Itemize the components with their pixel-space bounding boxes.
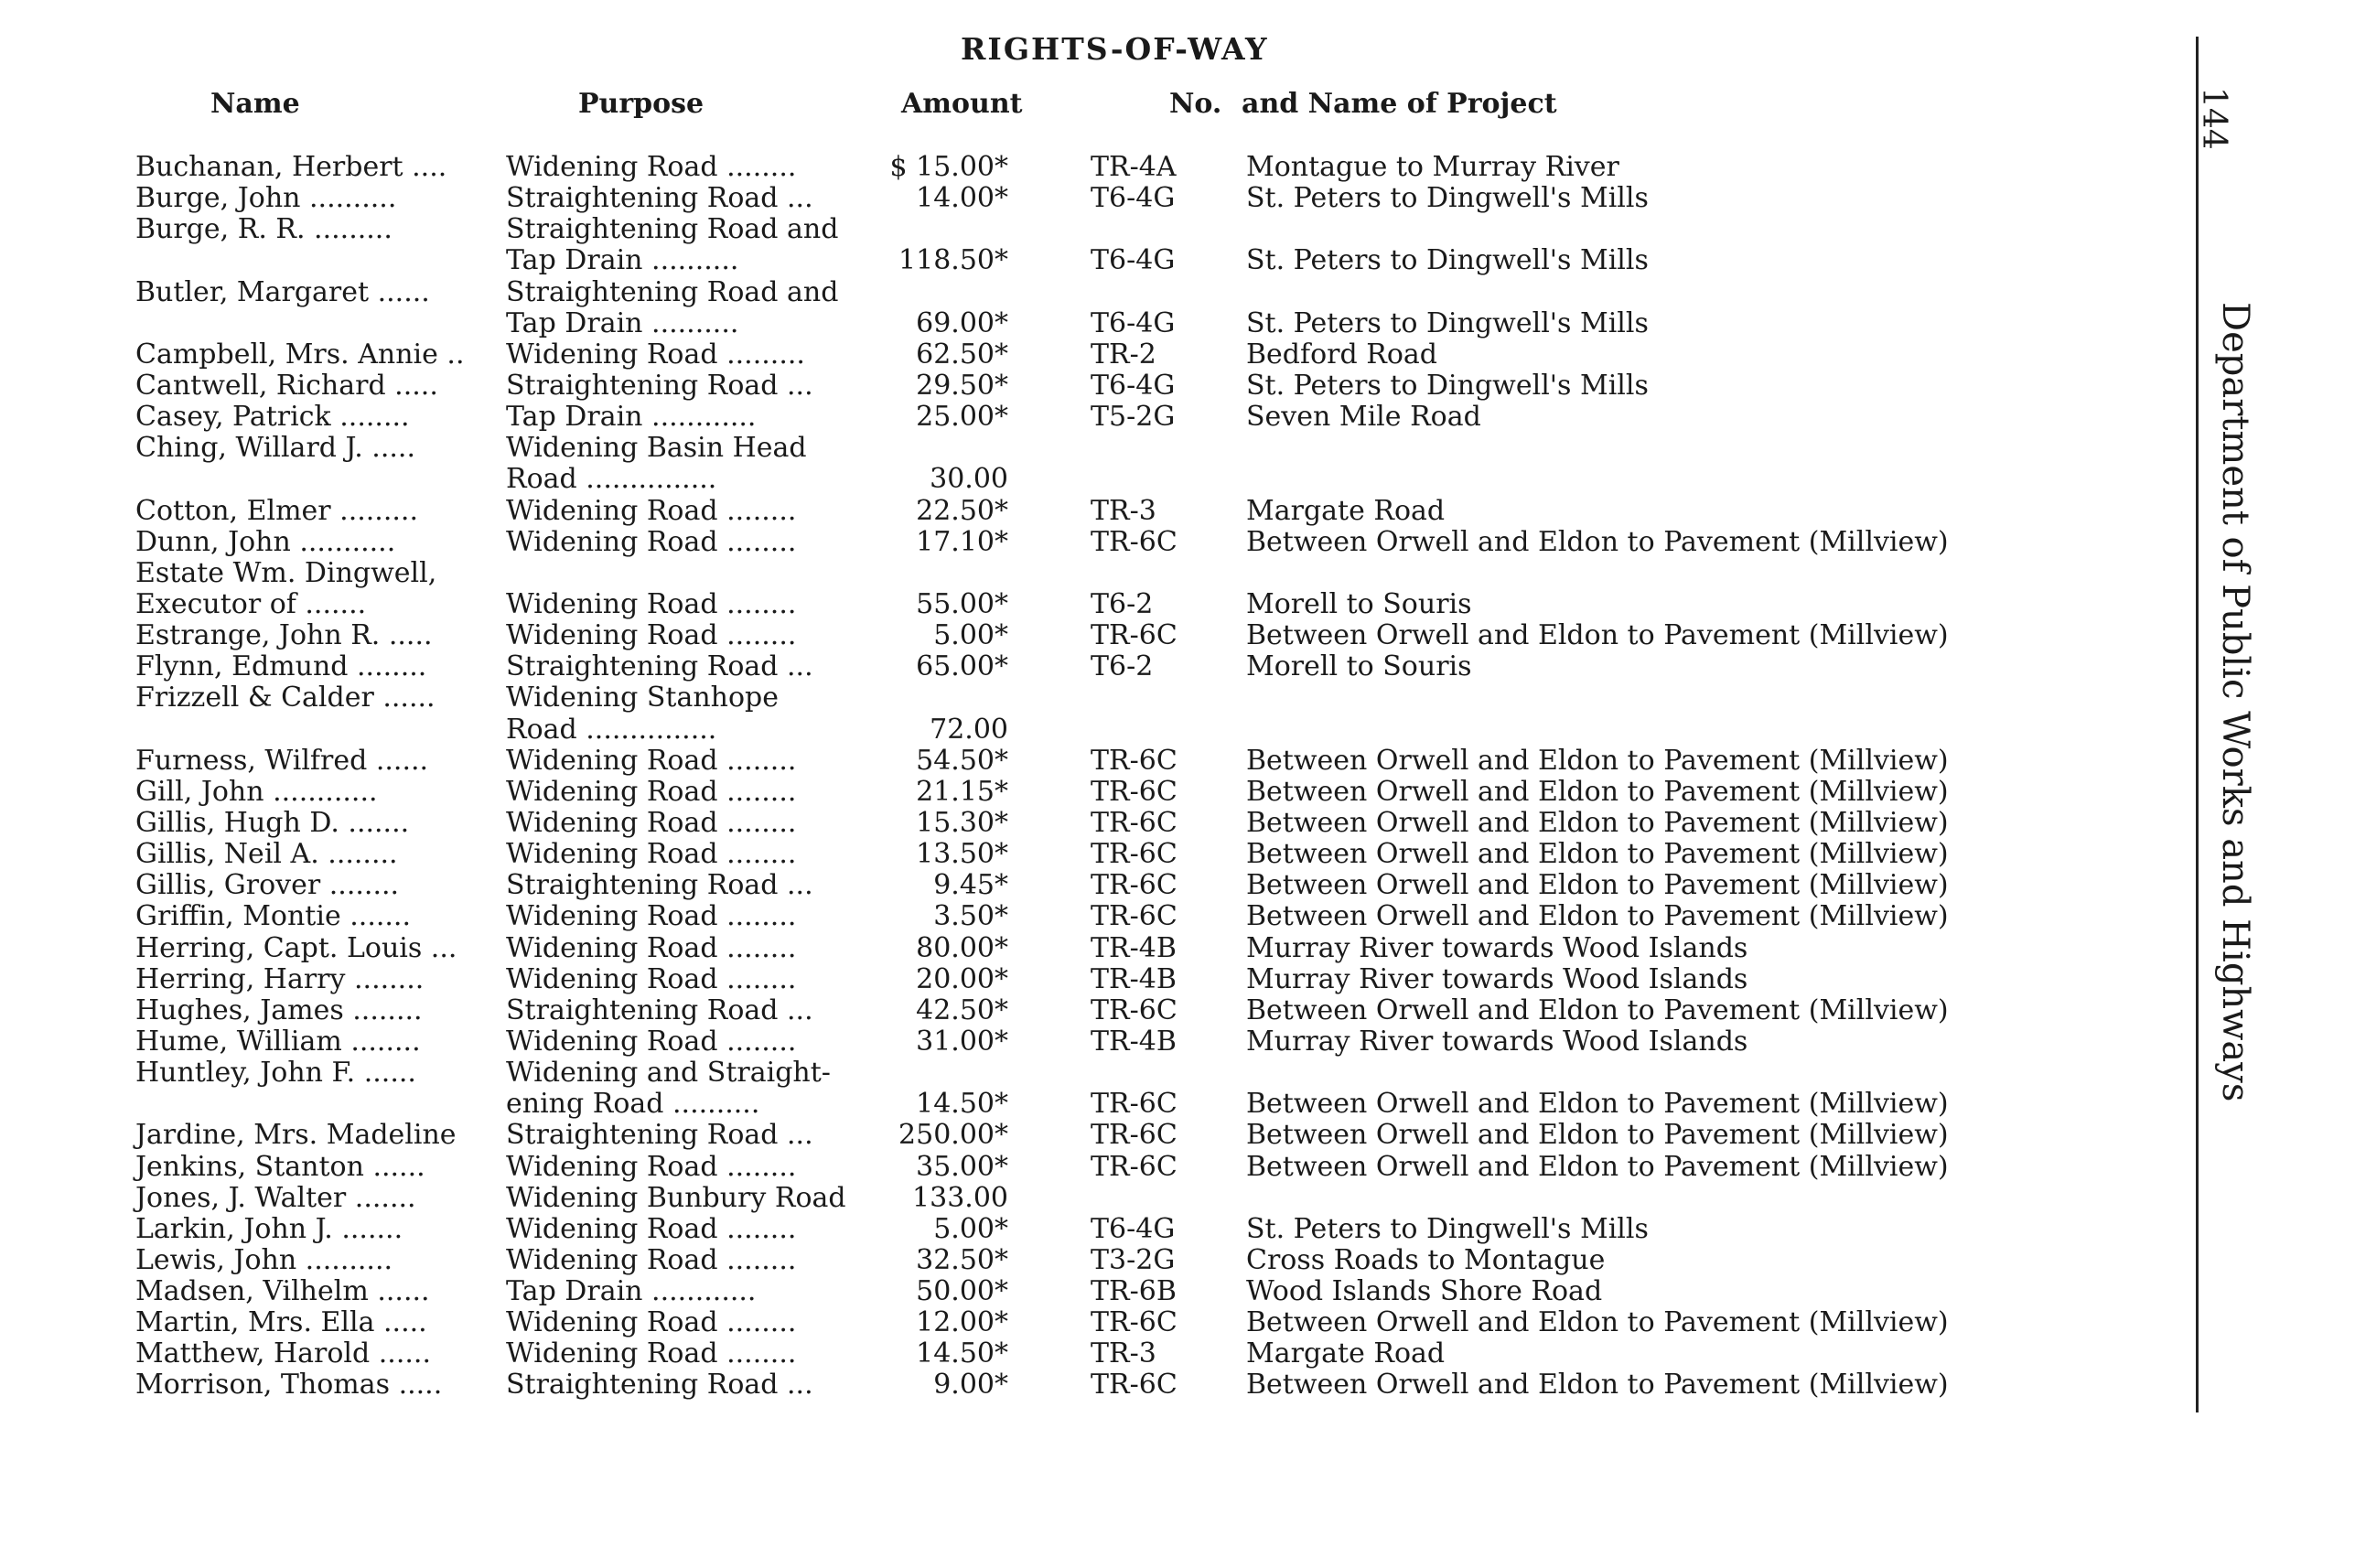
cell-amount: 72.00 — [930, 713, 1008, 746]
cell-project-name: Cross Roads to Montague — [1246, 1243, 1606, 1276]
cell-amount: 50.00* — [916, 1275, 1008, 1308]
cell-amount: 55.00* — [916, 587, 1008, 620]
cell-purpose: Widening Road ........ — [506, 838, 797, 871]
cell-project-number: TR-4B — [1091, 962, 1177, 995]
cell-name: Herring, Harry ........ — [135, 962, 425, 995]
cell-name: Executor of ....... — [135, 587, 367, 620]
cell-project-number: TR-2 — [1091, 338, 1156, 371]
cell-project-name: St. Peters to Dingwell's Mills — [1246, 369, 1649, 402]
cell-amount: 14.00* — [916, 182, 1008, 215]
cell-project-number: TR-6C — [1091, 525, 1178, 558]
cell-purpose: Tap Drain .......... — [506, 244, 739, 277]
table-row — [0, 308, 2104, 339]
cell-name: Burge, John .......... — [135, 182, 397, 215]
cell-amount: 22.50* — [916, 494, 1008, 527]
cell-project-name: Between Orwell and Eldon to Pavement (Millview) — [1246, 1088, 1949, 1121]
cell-project-number: TR-4A — [1091, 151, 1177, 183]
cell-purpose: Road ............... — [506, 713, 717, 746]
cell-purpose: ening Road .......... — [506, 1088, 760, 1121]
cell-purpose: Widening Basin Head — [506, 432, 807, 465]
cell-project-name: Margate Road — [1246, 494, 1446, 527]
cell-name: Buchanan, Herbert .... — [135, 151, 447, 183]
cell-amount: 133.00 — [912, 1181, 1008, 1214]
cell-name: Frizzell & Calder ...... — [135, 682, 436, 714]
table-row — [0, 964, 2104, 995]
cell-amount: 35.00* — [916, 1150, 1008, 1183]
cell-name: Jenkins, Stanton ...... — [135, 1150, 425, 1183]
cell-amount: 15.30* — [916, 806, 1008, 839]
cell-amount: 29.50* — [916, 369, 1008, 402]
cell-project-number: TR-6C — [1091, 806, 1178, 839]
table-row — [0, 839, 2104, 870]
table-row — [0, 1026, 2104, 1058]
cell-amount: 3.50* — [933, 900, 1008, 933]
cell-name: Madsen, Vilhelm ...... — [135, 1275, 430, 1308]
table-row — [0, 1369, 2104, 1401]
cell-purpose: Widening and Straight- — [506, 1057, 831, 1090]
column-header-amount: Amount — [901, 88, 1023, 120]
table-row — [0, 620, 2104, 651]
cell-amount: 13.50* — [916, 838, 1008, 871]
cell-project-number: TR-6C — [1091, 1119, 1178, 1152]
column-header-purpose: Purpose — [578, 88, 704, 120]
table-row — [0, 152, 2104, 183]
table-row — [0, 558, 2104, 589]
table-row — [0, 870, 2104, 901]
cell-purpose: Widening Road ........ — [506, 619, 797, 652]
cell-purpose: Tap Drain .......... — [506, 306, 739, 339]
cell-purpose: Straightening Road and — [506, 213, 839, 246]
cell-project-number: TR-6C — [1091, 993, 1178, 1026]
cell-amount: 250.00* — [898, 1119, 1008, 1152]
cell-project-number: TR-6C — [1091, 1150, 1178, 1183]
column-header-no: No. — [1169, 88, 1222, 120]
column-header-project: and Name of Project — [1242, 88, 1557, 120]
cell-project-number: T6-2 — [1091, 587, 1154, 620]
cell-amount: 118.50* — [898, 244, 1008, 277]
cell-name: Hughes, James ........ — [135, 993, 423, 1026]
cell-amount: 20.00* — [916, 962, 1008, 995]
cell-purpose: Widening Road ........ — [506, 494, 797, 527]
table-row — [0, 777, 2104, 808]
table-row — [0, 1307, 2104, 1338]
table-row — [0, 1338, 2104, 1369]
cell-name: Hume, William ........ — [135, 1025, 421, 1058]
cell-purpose: Straightening Road ... — [506, 182, 813, 215]
cell-name: Campbell, Mrs. Annie .. — [135, 338, 465, 371]
cell-project-name: Between Orwell and Eldon to Pavement (Millview) — [1246, 775, 1949, 808]
cell-project-number: T6-4G — [1091, 182, 1176, 215]
cell-name: Dunn, John ........... — [135, 525, 396, 558]
cell-purpose: Straightening Road ... — [506, 993, 813, 1026]
cell-project-number: TR-6C — [1091, 775, 1178, 808]
cell-project-name: Between Orwell and Eldon to Pavement (Millview) — [1246, 1306, 1949, 1339]
table-row — [0, 714, 2104, 746]
cell-name: Gill, John ............ — [135, 775, 378, 808]
cell-amount: 25.00* — [916, 401, 1008, 434]
cell-purpose: Tap Drain ............ — [506, 401, 757, 434]
cell-amount: 31.00* — [916, 1025, 1008, 1058]
cell-amount: 30.00 — [930, 463, 1008, 496]
cell-project-number: T6-4G — [1091, 306, 1176, 339]
table-row — [0, 402, 2104, 433]
cell-project-number: TR-6C — [1091, 1306, 1178, 1339]
cell-purpose: Widening Road ........ — [506, 1337, 797, 1370]
table-row — [0, 1183, 2104, 1214]
cell-project-name: Margate Road — [1246, 1337, 1446, 1370]
cell-project-number: TR-6C — [1091, 1088, 1178, 1121]
cell-name: Lewis, John .......... — [135, 1243, 393, 1276]
cell-purpose: Widening Road ........ — [506, 931, 797, 964]
cell-project-name: Wood Islands Shore Road — [1246, 1275, 1603, 1308]
cell-project-number: TR-6C — [1091, 1369, 1178, 1402]
cell-project-name: St. Peters to Dingwell's Mills — [1246, 244, 1649, 277]
table-row — [0, 1245, 2104, 1276]
cell-project-name: Between Orwell and Eldon to Pavement (Millview) — [1246, 744, 1949, 777]
cell-purpose: Widening Road ........ — [506, 525, 797, 558]
column-header-name: Name — [210, 88, 300, 120]
cell-amount: 32.50* — [916, 1243, 1008, 1276]
cell-amount: 62.50* — [916, 338, 1008, 371]
table-row — [0, 214, 2104, 245]
cell-name: Jones, J. Walter ....... — [135, 1181, 416, 1214]
table-row — [0, 933, 2104, 964]
cell-purpose: Straightening Road ... — [506, 369, 813, 402]
cell-project-number: T6-4G — [1091, 244, 1176, 277]
cell-amount: 5.00* — [933, 1212, 1008, 1245]
cell-name: Ching, Willard J. ..... — [135, 432, 415, 465]
table-row — [0, 339, 2104, 371]
cell-project-number: T6-4G — [1091, 369, 1176, 402]
cell-project-number: TR-6C — [1091, 838, 1178, 871]
cell-purpose: Widening Road ......... — [506, 338, 805, 371]
cell-project-name: Murray River towards Wood Islands — [1246, 1025, 1748, 1058]
cell-amount: 5.00* — [933, 619, 1008, 652]
cell-project-name: Seven Mile Road — [1246, 401, 1481, 434]
table-row — [0, 1152, 2104, 1183]
cell-purpose: Road ............... — [506, 463, 717, 496]
cell-project-name: Between Orwell and Eldon to Pavement (Millview) — [1246, 869, 1949, 902]
cell-project-number: TR-6C — [1091, 869, 1178, 902]
cell-name: Butler, Margaret ...... — [135, 275, 430, 308]
cell-amount: 80.00* — [916, 931, 1008, 964]
cell-purpose: Widening Road ........ — [506, 806, 797, 839]
page-title: RIGHTS-OF-WAY — [961, 31, 1269, 67]
cell-purpose: Widening Road ........ — [506, 775, 797, 808]
cell-name: Cantwell, Richard ..... — [135, 369, 438, 402]
table-row — [0, 1120, 2104, 1151]
cell-name: Herring, Capt. Louis ... — [135, 931, 457, 964]
cell-name: Morrison, Thomas ..... — [135, 1369, 443, 1402]
cell-project-name: Bedford Road — [1246, 338, 1437, 371]
cell-amount: 14.50* — [916, 1337, 1008, 1370]
cell-project-number: TR-6B — [1091, 1275, 1177, 1308]
cell-name: Jardine, Mrs. Madeline — [135, 1119, 457, 1152]
cell-name: Larkin, John J. ....... — [135, 1212, 403, 1245]
cell-project-name: Morell to Souris — [1246, 587, 1472, 620]
cell-project-name: Between Orwell and Eldon to Pavement (Millview) — [1246, 525, 1949, 558]
cell-name: Flynn, Edmund ........ — [135, 650, 427, 683]
margin-rule — [2196, 37, 2199, 1412]
cell-name: Estate Wm. Dingwell, — [135, 556, 437, 589]
cell-purpose: Widening Stanhope — [506, 682, 779, 714]
cell-project-number: T5-2G — [1091, 401, 1176, 434]
cell-project-name: Between Orwell and Eldon to Pavement (Millview) — [1246, 1119, 1949, 1152]
cell-purpose: Straightening Road ... — [506, 650, 813, 683]
cell-project-number: TR-4B — [1091, 931, 1177, 964]
table-row — [0, 277, 2104, 308]
cell-purpose: Widening Road ........ — [506, 1306, 797, 1339]
cell-name: Martin, Mrs. Ella ..... — [135, 1306, 427, 1339]
cell-project-name: Morell to Souris — [1246, 650, 1472, 683]
cell-project-name: Montague to Murray River — [1246, 151, 1619, 183]
cell-name: Griffin, Montie ....... — [135, 900, 411, 933]
table-row — [0, 995, 2104, 1026]
cell-name: Furness, Wilfred ...... — [135, 744, 429, 777]
table-row — [0, 496, 2104, 527]
cell-purpose: Widening Road ........ — [506, 1212, 797, 1245]
cell-name: Casey, Patrick ........ — [135, 401, 410, 434]
cell-project-name: Between Orwell and Eldon to Pavement (Millview) — [1246, 993, 1949, 1026]
table-row — [0, 808, 2104, 839]
cell-project-name: Between Orwell and Eldon to Pavement (Millview) — [1246, 619, 1949, 652]
cell-project-number: TR-4B — [1091, 1025, 1177, 1058]
cell-project-name: Between Orwell and Eldon to Pavement (Millview) — [1246, 1369, 1949, 1402]
table-row — [0, 746, 2104, 777]
table-row — [0, 1214, 2104, 1245]
cell-project-number: TR-6C — [1091, 619, 1178, 652]
cell-project-name: Between Orwell and Eldon to Pavement (Millview) — [1246, 1150, 1949, 1183]
cell-amount: 69.00* — [916, 306, 1008, 339]
cell-project-name: Between Orwell and Eldon to Pavement (Millview) — [1246, 806, 1949, 839]
cell-purpose: Widening Bunbury Road — [506, 1181, 846, 1214]
cell-amount: 9.45* — [933, 869, 1008, 902]
table-row — [0, 651, 2104, 682]
cell-amount: 17.10* — [916, 525, 1008, 558]
cell-purpose: Straightening Road ... — [506, 1369, 813, 1402]
cell-amount: 54.50* — [916, 744, 1008, 777]
cell-name: Matthew, Harold ...... — [135, 1337, 431, 1370]
cell-amount: 9.00* — [933, 1369, 1008, 1402]
cell-project-name: Murray River towards Wood Islands — [1246, 931, 1748, 964]
cell-purpose: Widening Road ........ — [506, 962, 797, 995]
table-row — [0, 245, 2104, 276]
cell-amount: 65.00* — [916, 650, 1008, 683]
page-number: 144 — [2195, 87, 2232, 150]
cell-project-name: St. Peters to Dingwell's Mills — [1246, 1212, 1649, 1245]
cell-project-number: T6-2 — [1091, 650, 1154, 683]
table-row — [0, 1276, 2104, 1307]
cell-purpose: Widening Road ........ — [506, 1150, 797, 1183]
cell-purpose: Widening Road ........ — [506, 900, 797, 933]
table-row — [0, 1089, 2104, 1120]
cell-name: Estrange, John R. ..... — [135, 619, 433, 652]
table-row — [0, 1058, 2104, 1089]
cell-purpose: Widening Road ........ — [506, 587, 797, 620]
table-row — [0, 589, 2104, 620]
cell-project-name: Between Orwell and Eldon to Pavement (Millview) — [1246, 900, 1949, 933]
cell-project-number: T3-2G — [1091, 1243, 1176, 1276]
cell-name: Gillis, Grover ........ — [135, 869, 400, 902]
cell-purpose: Tap Drain ............ — [506, 1275, 757, 1308]
cell-purpose: Straightening Road ... — [506, 1119, 813, 1152]
table-row — [0, 464, 2104, 495]
cell-project-name: Murray River towards Wood Islands — [1246, 962, 1748, 995]
cell-purpose: Straightening Road ... — [506, 869, 813, 902]
cell-project-name: Between Orwell and Eldon to Pavement (Millview) — [1246, 838, 1949, 871]
running-head-department: Department of Public Works and Highways — [2214, 302, 2256, 1102]
cell-project-number: T6-4G — [1091, 1212, 1176, 1245]
cell-name: Gillis, Neil A. ........ — [135, 838, 398, 871]
table-row — [0, 371, 2104, 402]
table-row — [0, 682, 2104, 714]
cell-project-name: St. Peters to Dingwell's Mills — [1246, 182, 1649, 215]
table-row — [0, 901, 2104, 932]
cell-name: Gillis, Hugh D. ....... — [135, 806, 410, 839]
cell-project-name: St. Peters to Dingwell's Mills — [1246, 306, 1649, 339]
table-row — [0, 527, 2104, 558]
cell-purpose: Widening Road ........ — [506, 151, 797, 183]
cell-purpose: Widening Road ........ — [506, 1243, 797, 1276]
cell-project-number: TR-3 — [1091, 1337, 1156, 1370]
table-row — [0, 433, 2104, 464]
table-row — [0, 183, 2104, 214]
cell-amount: $ 15.00* — [889, 151, 1008, 183]
cell-purpose: Widening Road ........ — [506, 1025, 797, 1058]
cell-project-number: TR-6C — [1091, 744, 1178, 777]
cell-name: Huntley, John F. ...... — [135, 1057, 416, 1090]
cell-name: Burge, R. R. ......... — [135, 213, 392, 246]
rights-of-way-table — [0, 152, 2104, 1402]
cell-amount: 21.15* — [916, 775, 1008, 808]
cell-amount: 12.00* — [916, 1306, 1008, 1339]
cell-amount: 14.50* — [916, 1088, 1008, 1121]
cell-project-number: TR-3 — [1091, 494, 1156, 527]
cell-name: Cotton, Elmer ......... — [135, 494, 418, 527]
cell-amount: 42.50* — [916, 993, 1008, 1026]
cell-purpose: Straightening Road and — [506, 275, 839, 308]
cell-project-number: TR-6C — [1091, 900, 1178, 933]
cell-purpose: Widening Road ........ — [506, 744, 797, 777]
